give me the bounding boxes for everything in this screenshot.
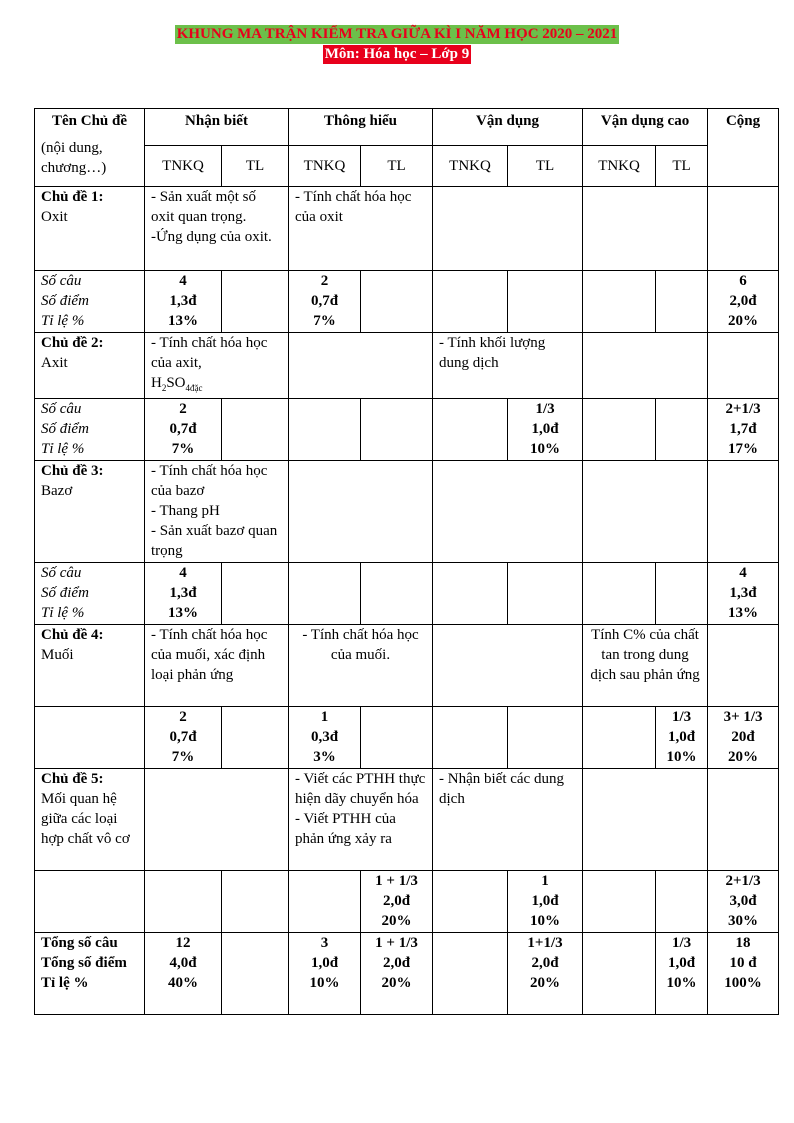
- topic-name-cell: [35, 461, 145, 563]
- subheader-tl: TL: [222, 146, 289, 187]
- nhan-biet-content: - Tính chất hóa học của bazơ - Thang pH - Sản xuất bazơ quan trọng: [145, 461, 289, 563]
- topic-name: Chủ đề 3:: [41, 463, 104, 479]
- stat-cell: 1/3 1,0đ 10%: [656, 933, 708, 1015]
- nhan-biet-content: - Tính chất hóa học của muối, xác định loại phản ứng: [145, 625, 289, 707]
- subheader-tl: TL: [361, 146, 433, 187]
- topic-header-title: Tên Chủ đề: [51, 113, 128, 129]
- total-header: Cộng: [708, 109, 779, 187]
- topic-sub: Bazơ: [41, 483, 73, 499]
- level-header-van-dung: Vận dụng: [433, 109, 583, 146]
- nhan-biet-content: - Tính chất hóa học của axit, $H_2SO_{4đặc}$: [145, 333, 289, 399]
- topic-sub: Axit: [41, 355, 68, 371]
- thong-hieu-content: - Viết các PTHH thực hiện dãy chuyển hóa - Viết PTHH của phản ứng xảy ra: [289, 769, 433, 871]
- stat-total: 18 10 đ 100%: [708, 933, 779, 1015]
- totals-row: [35, 933, 779, 1015]
- stat-row: [35, 399, 779, 461]
- totals-label: Tổng số câu Tổng số điểm Tỉ lệ %: [35, 933, 145, 1015]
- subheader-tnkq: TNKQ: [289, 146, 361, 187]
- stat-row: [35, 871, 779, 933]
- stat-row: [35, 563, 779, 625]
- topic-name: Chủ đề 2:: [41, 335, 104, 351]
- nhan-biet-content: - Sản xuất một số oxit quan trọng. -Ứng dụng của oxit.: [145, 187, 289, 271]
- stat-cell: 2 0,7đ 7%: [145, 399, 222, 461]
- stat-cell: 1/3 1,0đ 10%: [508, 399, 583, 461]
- stat-cell: 4 1,3đ 13%: [145, 271, 222, 333]
- topic-row: [35, 461, 779, 563]
- stat-cell: 12 4,0đ 40%: [145, 933, 222, 1015]
- stat-cell: 3 1,0đ 10%: [289, 933, 361, 1015]
- van-dung-content: - Tính khối lượng dung dịch: [433, 333, 583, 399]
- topic-name: Chủ đề 1:: [41, 189, 104, 205]
- level-header-nhan-biet: Nhận biết: [145, 109, 289, 146]
- stat-cell: 2 0,7đ 7%: [145, 707, 222, 769]
- stat-total: 2+1/3 1,7đ 17%: [708, 399, 779, 461]
- stat-total: 2+1/3 3,0đ 30%: [708, 871, 779, 933]
- topic-name-cell: [35, 333, 145, 399]
- subheader-tl: TL: [656, 146, 708, 187]
- stat-total: 3+ 1/3 20đ 20%: [708, 707, 779, 769]
- stat-cell: 1 + 1/3 2,0đ 20%: [361, 933, 433, 1015]
- topic-row: [35, 769, 779, 871]
- stat-cell: 2 0,7đ 7%: [289, 271, 361, 333]
- topic-name: Chủ đề 4:: [41, 627, 104, 643]
- stat-cell: 1 1,0đ 10%: [508, 871, 583, 933]
- page-subtitle: Môn: Hóa học – Lớp 9: [324, 46, 470, 62]
- chemical-formula: $H_2SO_{4đặc}$: [151, 375, 203, 393]
- topic-sub: Oxit: [41, 209, 68, 225]
- subheader-tnkq: TNKQ: [433, 146, 508, 187]
- topic-header: [35, 109, 145, 187]
- topic-name-cell: [35, 187, 145, 271]
- topic-sub: Muối: [41, 647, 74, 663]
- stat-total: 6 2,0đ 20%: [708, 271, 779, 333]
- topic-row: [35, 187, 779, 271]
- subheader-tnkq: TNKQ: [583, 146, 656, 187]
- matrix-table: [34, 108, 779, 1015]
- stat-total: 4 1,3đ 13%: [708, 563, 779, 625]
- level-header-thong-hieu: Thông hiểu: [289, 109, 433, 146]
- stat-row: [35, 707, 779, 769]
- page-title: KHUNG MA TRẬN KIỂM TRA GIỮA KÌ I NĂM HỌC 2020 – 2021: [176, 26, 618, 42]
- topic-name: Chủ đề 5:: [41, 771, 104, 787]
- topic-name-cell: [35, 625, 145, 707]
- stat-labels: Số câu Số điểm Tỉ lệ %: [35, 271, 145, 333]
- thong-hieu-content: - Tính chất hóa học của muối.: [289, 625, 433, 707]
- topic-header-sub: (nội dung, chương…): [41, 140, 107, 176]
- subheader-tl: TL: [508, 146, 583, 187]
- van-dung-content: - Nhận biết các dung dịch: [433, 769, 583, 871]
- level-header-van-dung-cao: Vận dụng cao: [583, 109, 708, 146]
- van-dung-cao-content: Tính C% của chất tan trong dung dịch sau phản ứng: [583, 625, 708, 707]
- stat-labels: Số câu Số điểm Tỉ lệ %: [35, 563, 145, 625]
- stat-labels: Số câu Số điểm Tỉ lệ %: [35, 399, 145, 461]
- title-block: [0, 25, 794, 64]
- topic-name-cell: [35, 769, 145, 871]
- thong-hieu-content: - Tính chất hóa học của oxit: [289, 187, 433, 271]
- topic-sub: Mối quan hệ giữa các loại hợp chất vô cơ: [41, 791, 130, 847]
- stat-cell: 4 1,3đ 13%: [145, 563, 222, 625]
- stat-cell: 1 0,3đ 3%: [289, 707, 361, 769]
- topic-row: [35, 333, 779, 399]
- stat-row: [35, 271, 779, 333]
- stat-cell: 1/3 1,0đ 10%: [656, 707, 708, 769]
- subheader-tnkq: TNKQ: [145, 146, 222, 187]
- stat-cell: 1 + 1/3 2,0đ 20%: [361, 871, 433, 933]
- stat-cell: 1+1/3 2,0đ 20%: [508, 933, 583, 1015]
- topic-row: [35, 625, 779, 707]
